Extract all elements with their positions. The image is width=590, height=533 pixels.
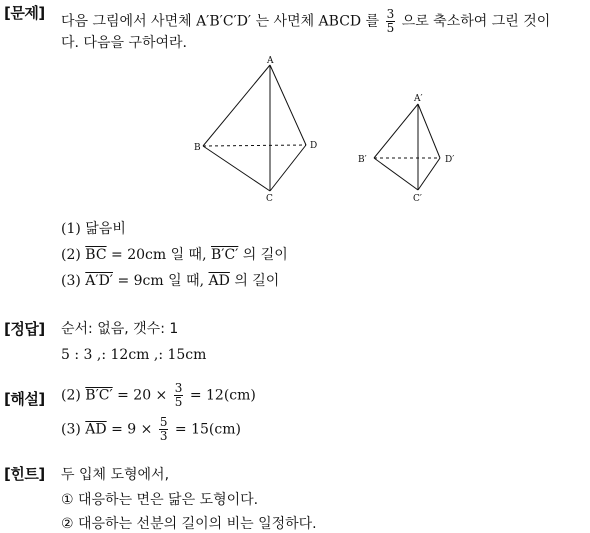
problem-line-2: 다. 다음을 구하여라. [61,35,187,51]
problem-tag: [문제] [4,4,45,22]
solution-2-denominator: 3 [159,429,168,443]
solution-1-expression: = 20 × [117,387,168,404]
label-a-prime: A′ [414,94,423,104]
solution-1-fraction [174,382,184,409]
fraction-numerator: 3 [386,7,395,21]
answer-tag: [정답] [4,320,45,338]
solution-1-number: (2) [61,387,81,404]
solution-line-2 [61,416,241,443]
solution-2-fraction [159,416,169,443]
solution-2-result: = 15(cm) [174,421,241,438]
q3-end: 의 길이 [234,273,280,289]
q2-condition: = 20cm 일 때, [111,247,207,263]
q2-segment: $\overline{BC}$ [85,247,107,263]
answer-line-1: 순서: 없음, 갯수: 1 [61,321,179,337]
q3-condition: = 9cm 일 때, [117,273,205,289]
large-tetrahedron [203,65,306,191]
solution-2-numerator: 5 [159,415,168,429]
q2-end: 의 길이 [242,247,288,263]
q2-number: (2) [61,247,81,263]
solution-1-numerator: 3 [174,381,183,395]
q3-number: (3) [61,273,81,289]
problem-text-a: 다음 그림에서 사면체 A′B′C′D′ 는 사면체 ABCD 를 [61,13,380,30]
label-b-prime: B′ [358,155,367,165]
solution-1-denominator: 5 [174,395,183,409]
q3-segment: A′D′ [85,273,113,289]
hint-tag: [힌트] [4,465,45,483]
solution-tag: [해설] [4,390,45,408]
answer-line-2: 5 : 3 ,: 12cm ,: 15cm [61,347,207,363]
hint-line-1: 두 입체 도형에서, [61,467,170,483]
solution-1-segment: B′C′ [85,387,113,404]
label-a: A [267,56,274,66]
solution-1-result: = 12(cm) [189,387,256,404]
small-tetrahedron [374,104,440,190]
hint-line-3: ② 대응하는 선분의 길이의 비는 일정하다. [61,516,317,532]
question-2 [61,246,288,264]
solution-2-expression: = 9 × [111,421,153,438]
solution-2-segment: $\overline{AD}$ [85,421,107,438]
q2-target-segment: B′C′ [210,247,239,263]
label-d-prime: D′ [445,155,455,165]
fraction-denominator: 5 [386,21,395,35]
q3-target-segment: $\overline{AD}$ [208,273,230,289]
solution-line-1 [61,382,256,409]
label-d: D [310,141,318,151]
label-b: B [194,143,201,153]
question-1: (1) 닮음비 [61,221,126,237]
hint-line-2: ① 대응하는 면은 닮은 도형이다. [61,492,259,508]
problem-text-b: 으로 축소하여 그린 것이 [401,13,551,30]
solution-2-number: (3) [61,421,81,438]
label-c: C [266,194,273,204]
question-3 [61,272,279,290]
label-c-prime: C′ [413,194,422,204]
